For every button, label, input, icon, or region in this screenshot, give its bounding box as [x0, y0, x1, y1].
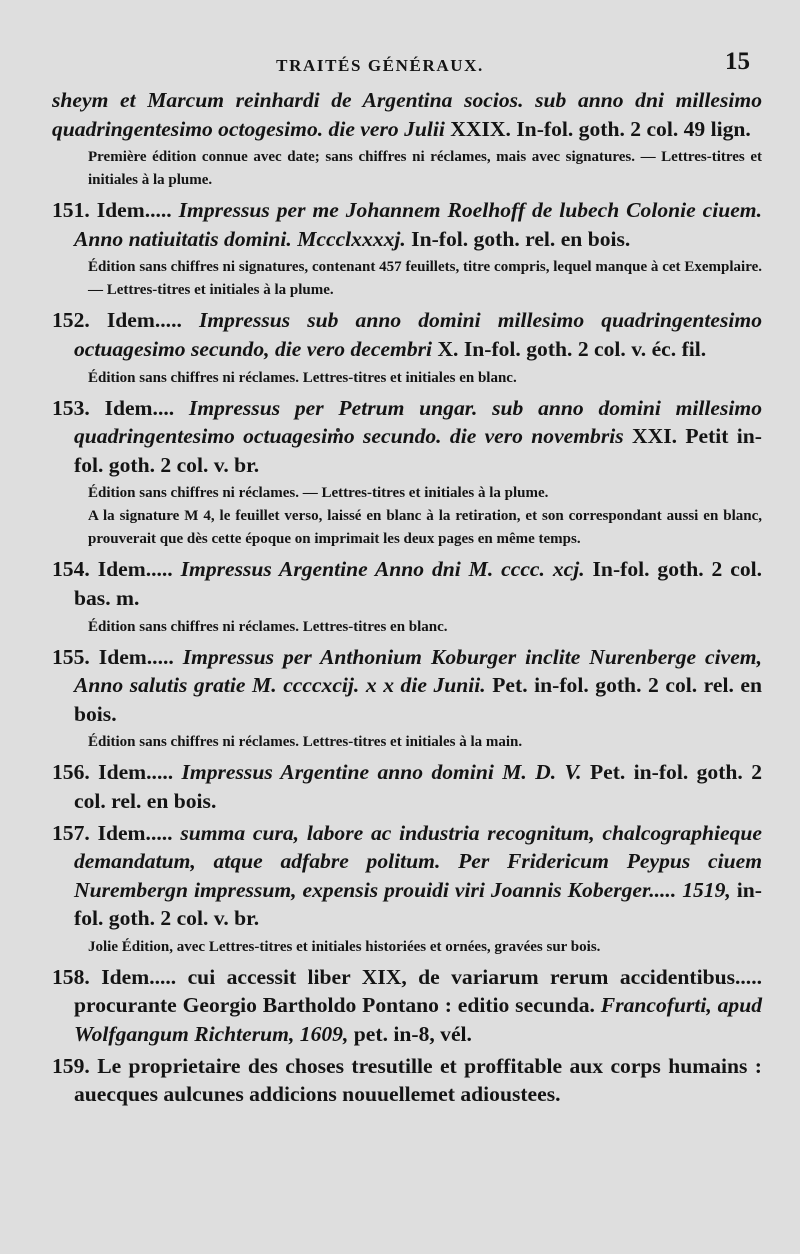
catalog-entry-158	[52, 963, 762, 1049]
entry-note-line: Édition sans chiffres ni réclames. — Lettres-titres et initiales à la plume.	[88, 485, 549, 502]
entry-number: 156.	[52, 760, 90, 785]
entry-number: 152.	[52, 308, 90, 333]
catalog-entry-157	[52, 819, 762, 959]
continued-roman-text: XXIX. In-fol. goth. 2 col. 49 lign.	[450, 116, 751, 141]
page-number: 15	[725, 48, 750, 75]
entry-italic-text: Impressus Argentine Anno dni M. cccc. xcj.	[180, 557, 585, 582]
entry-citation	[52, 196, 762, 253]
entry-citation	[52, 555, 762, 612]
entry-roman-text: In-fol. goth. 2 col. bas. m.	[74, 557, 763, 610]
entry-idem: Idem.....	[98, 644, 174, 669]
catalog-entry-159	[52, 1052, 762, 1109]
entry-citation	[52, 819, 762, 933]
catalog-entry-155	[52, 643, 762, 755]
entry-roman-text: XXI. Petit in-fol. goth. 2 col. v. br.	[74, 424, 762, 477]
entry-italic-text: Impressus per me Johannem Roelhoff de lubech Colonie ciuem. Anno natiuitatis domini. Mccclxxxxj.	[74, 198, 763, 251]
entry-note: Jolie Édition, avec Lettres-titres et initiales historiées et ornées, gravées sur bois.	[88, 938, 601, 955]
page-body	[52, 86, 762, 1109]
entry-idem: Idem.....	[97, 820, 173, 845]
continued-entry	[52, 86, 762, 143]
entry-number: 153.	[52, 395, 90, 420]
entry-number: 159.	[52, 1053, 90, 1078]
entry-number: 158.	[52, 964, 90, 989]
entry-number: 154.	[52, 557, 90, 582]
entry-idem: Idem.....	[101, 964, 177, 989]
entry-number: 155.	[52, 644, 90, 669]
entry-note-line: A la signature M 4, le feuillet verso, laissé en blanc à la retiration, et son correspondant aussi en blanc, prouverait que dès cette époque on imprimait les deux pages en même temps.	[88, 508, 762, 548]
entry-citation	[52, 306, 762, 363]
catalog-entry-154	[52, 555, 762, 638]
entry-idem: Idem.....	[96, 198, 172, 223]
entry-idem: Idem.....	[106, 308, 182, 333]
entry-roman-text: X. In-fol. goth. 2 col. v. éc. fil.	[437, 336, 707, 361]
entry-note	[88, 482, 762, 551]
entry-italic-text: Impressus Argentine anno domini M. D. V.	[181, 760, 582, 785]
entry-italic-text: Impressus sub anno domini millesimo quadringentesimo octuagesimo secundo, die vero decembri	[74, 308, 762, 361]
page-header	[0, 46, 800, 80]
entry-citation	[52, 963, 762, 1049]
entry-number: 151.	[52, 198, 90, 223]
entry-citation	[52, 394, 762, 480]
entry-note: Première édition connue avec date; sans chiffres ni réclames, mais avec signatures. — Lettres-titres et initiales à la plume.	[88, 149, 762, 189]
entry-roman-text: Pet. in-fol. goth. 2 col. rel. en bois.	[74, 673, 762, 726]
entry-roman-text: Le proprietaire des choses tresutille et proffitable aux corps humains : auecques aulcunes addicions nouuellemet adioustees.	[74, 1053, 762, 1107]
entry-idem: Idem.....	[97, 557, 173, 582]
entry-number: 157.	[52, 820, 90, 845]
entry-note: Édition sans chiffres ni signatures, contenant 457 feuillets, titre compris, lequel manque à cet Exemplaire. — Lettres-titres et initiales à la plume.	[88, 259, 762, 299]
continued-italic-text: sheym et Marcum reinhardi de Argentina socios. sub anno dni millesimo quadringentesimo octogesimo. die vero Julii	[52, 88, 762, 141]
entry-note: Édition sans chiffres ni réclames. Lettres-titres et initiales en blanc.	[88, 369, 517, 386]
catalog-entry-152	[52, 306, 762, 389]
entry-italic-text: summa cura, labore ac industria recognitum, chalcographieque demandatum, atque adfabre politum. Per Fridericum Peypus ciuem Nurembergn impressum, expensis prouidi viri Joannis Koberger..... 1519,	[74, 820, 762, 902]
entry-note: Édition sans chiffres ni réclames. Lettres-titres en blanc.	[88, 618, 448, 635]
entry-note: Édition sans chiffres ni réclames. Lettres-titres et initiales à la main.	[88, 734, 523, 751]
entry-italic-text: Impressus per Petrum ungar. sub anno domini millesimo quadringentesimo octuagesimo secundo. die vero novembris	[74, 395, 762, 449]
entry-citation	[52, 758, 762, 815]
entry-roman-text: pet. in-8, vél.	[353, 1022, 472, 1047]
entry-roman-text: Pet. in-fol. goth. 2 col. rel. en bois.	[74, 760, 762, 813]
entry-citation	[52, 1052, 762, 1109]
entry-roman-text: in-fol. goth. 2 col. v. br.	[74, 877, 762, 931]
entry-idem: Idem.....	[98, 760, 174, 785]
entry-idem: Idem....	[104, 395, 175, 420]
catalog-entry-151	[52, 196, 762, 302]
running-title: TRAITÉS GÉNÉRAUX.	[276, 56, 484, 75]
entry-roman-lead-text: cui accessit liber XIX, de variarum rerum accidentibus..... procurante Georgio Bartholdo Pontano : editio secunda.	[74, 964, 762, 1018]
entry-roman-text: In-fol. goth. rel. en bois.	[411, 226, 631, 251]
entry-italic-text: Francofurti, apud Wolfgangum Richterum, 1609,	[74, 993, 763, 1047]
catalog-entry-156	[52, 758, 762, 815]
catalog-entry-153	[52, 394, 762, 552]
entry-italic-text: Impressus per Anthonium Koburger inclite Nurenberge civem, Anno salutis gratie M. ccccxcij. x x die Junii.	[74, 644, 763, 698]
entry-citation	[52, 643, 762, 729]
